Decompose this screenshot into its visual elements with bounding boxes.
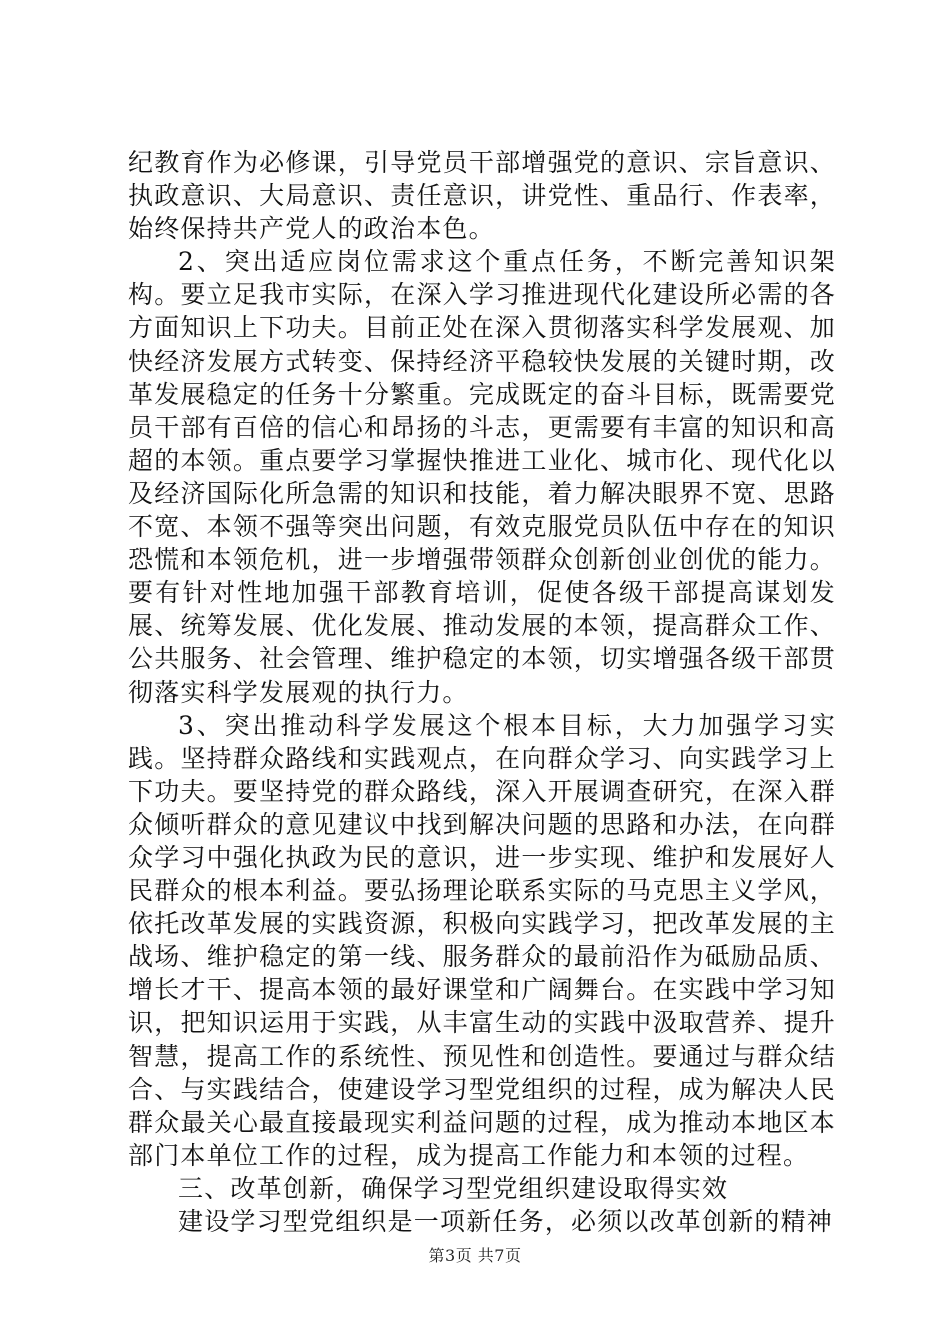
- section-heading: 三、改革创新，确保学习型党组织建设取得实效: [178, 1173, 729, 1203]
- page-number-footer: 第3页 共7页: [428, 1246, 522, 1265]
- paragraph-2: 2、突出适应岗位需求这个重点任务，不断完善知识架构。要立足我市实际，在深入学习推进现代化建设所必需的各方面知识上下功夫。目前正处在深入贯彻落实科学发展观、加快经济发展方式转变、保持经济平稳较快发展的关键时期，改革发展稳定的任务十分繁重。完成既定的奋斗目标，既需要党员干部有百倍的信心和昂扬的斗志，更需要有丰富的知识和高超的本领。重点要学习掌握快推进工业化、城市化、现代化以及经济国际化所急需的知识和技能，着力解决眼界不宽、思路不宽、本领不强等突出问题，有效克服党员队伍中存在的知识恐慌和本领危机，进一步增强带领群众创新创业创优的能力。要有针对性地加强干部教育培训，促使各级干部提高谋划发展、统筹发展、优化发展、推动发展的本领，提高群众工作、公共服务、社会管理、维护稳定的本领，切实增强各级干部贯彻落实科学发展观的执行力。: [128, 247, 836, 707]
- paragraph-3: 3、突出推动科学发展这个根本目标，大力加强学习实践。坚持群众路线和实践观点，在向群众学习、向实践学习上下功夫。要坚持党的群众路线，深入开展调查研究，在深入群众倾听群众的意见建议中找到解决问题的思路和办法，在向群众学习中强化执政为民的意识，进一步实现、维护和发展好人民群众的根本利益。要弘扬理论联系实际的马克思主义学风，依托改革发展的实践资源，积极向实践学习，把改革发展的主战场、维护稳定的第一线、服务群众的最前沿作为砥励品质、增长才干、提高本领的最好课堂和广阔舞台。在实践中学习知识，把知识运用于实践，从丰富生动的实践中汲取营养、提升智慧，提高工作的系统性、预见性和创造性。要通过与群众结合、与实践结合，使建设学习型党组织的过程，成为解决人民群众最关心最直接最现实利益问题的过程，成为推动本地区本部门本单位工作的过程，成为提高工作能力和本领的过程。: [128, 710, 836, 1170]
- paragraph-4: 建设学习型党组织是一项新任务，必须以改革创新的精神: [178, 1207, 834, 1236]
- paragraph-1: 纪教育作为必修课，引导党员干部增强党的意识、宗旨意识、执政意识、大局意识、责任意识，讲党性、重品行、作表率，始终保持共产党人的政治本色。: [128, 148, 836, 244]
- document-body: [128, 146, 836, 1238]
